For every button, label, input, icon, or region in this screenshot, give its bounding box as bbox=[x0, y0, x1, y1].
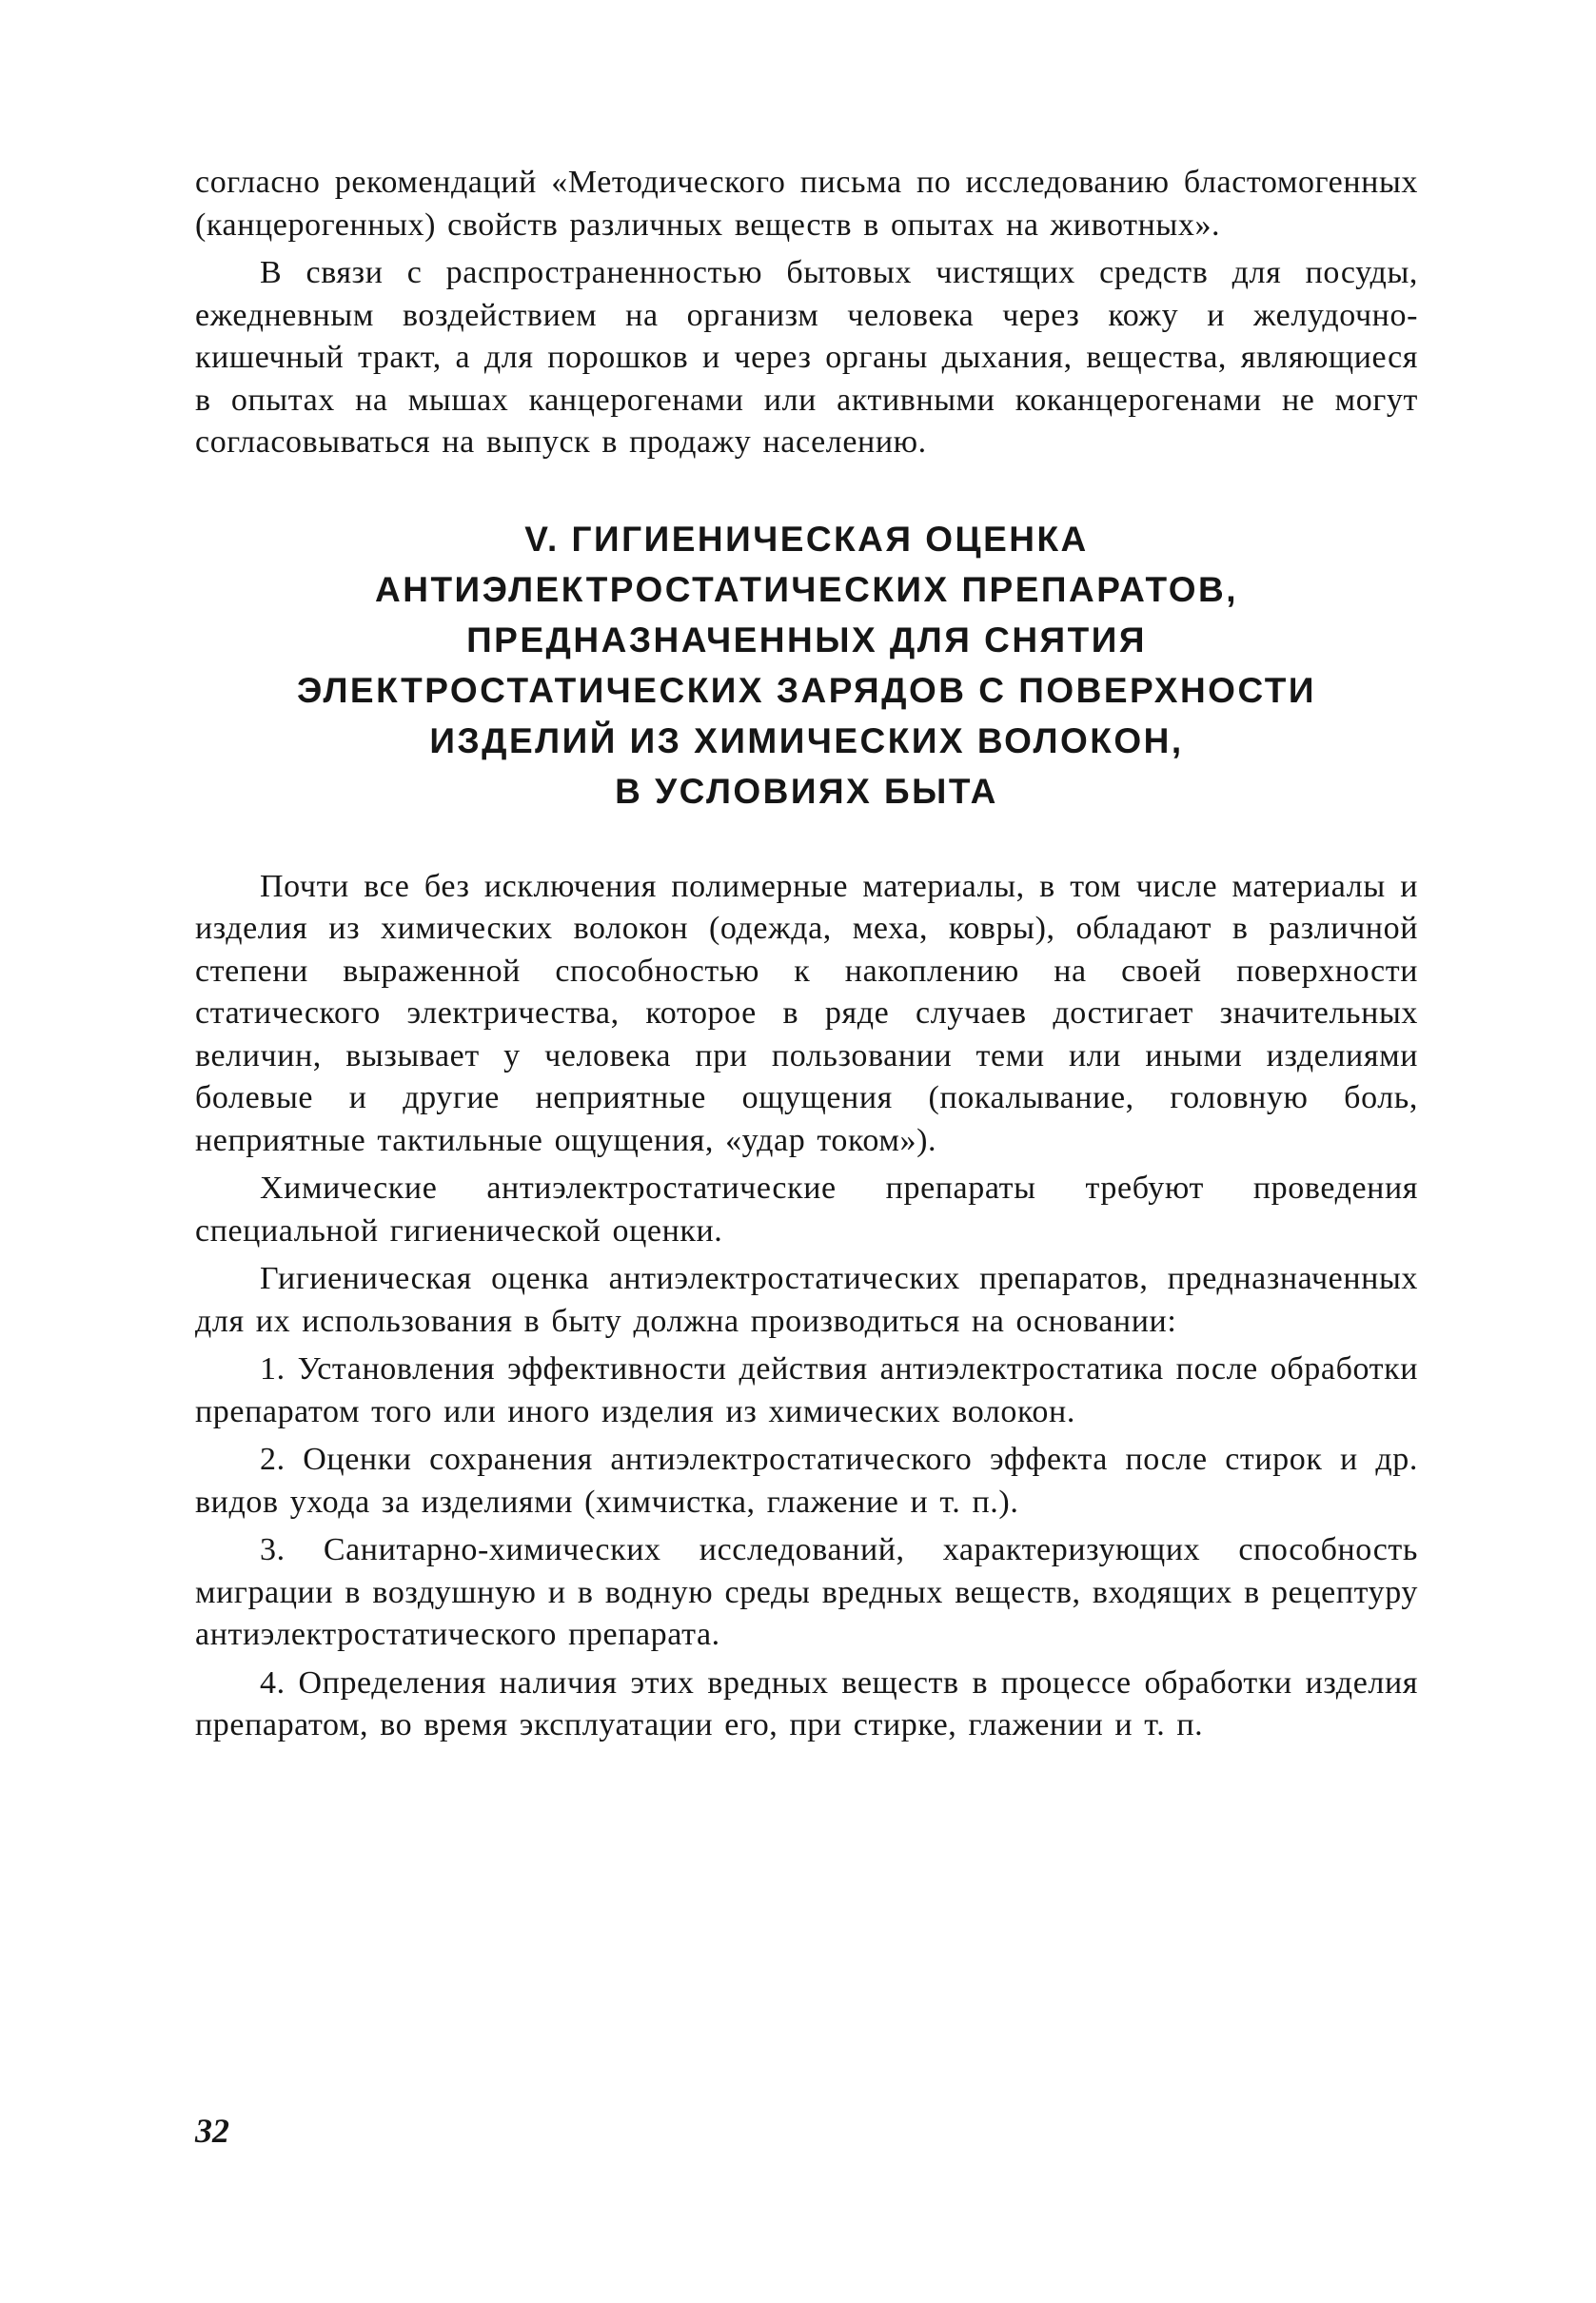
numbered-item: 1. Установления эффективности действия антиэлектростатика после обработки препаратом того или иного изделия из химических волокон. bbox=[195, 1351, 1418, 1429]
section-heading-line: V. ГИГИЕНИЧЕСКАЯ ОЦЕНКА bbox=[524, 519, 1089, 559]
section-heading-line: ИЗДЕЛИЙ ИЗ ХИМИЧЕСКИХ ВОЛОКОН, bbox=[429, 720, 1184, 760]
intro-paragraph-continued: согласно рекомендаций «Методического письма по исследованию бластомогенных (канцерогенных) свойств различных веществ в опытах на животных». bbox=[195, 165, 1418, 243]
numbered-item: 3. Санитарно-химических исследований, характеризующих способность миграции в воздушную и в водную среды вредных веществ, входящих в рецептуру антиэлектростатического препарата. bbox=[195, 1532, 1418, 1652]
numbered-item: 2. Оценки сохранения антиэлектростатического эффекта после стирок и др. видов ухода за изделиями (химчистка, глажение и т. п.). bbox=[195, 1442, 1418, 1520]
section-heading-line: В УСЛОВИЯХ БЫТА bbox=[615, 771, 998, 811]
page-number: 32 bbox=[195, 2112, 229, 2150]
numbered-item: 4. Определения наличия этих вредных веществ в процессе обработки изделия препаратом, во время эксплуатации его, при стирке, глажении и т. п. bbox=[195, 1664, 1418, 1742]
body-paragraph: Химические антиэлектростатические препараты требуют проведения специальной гигиенической оценки. bbox=[195, 1171, 1418, 1249]
body-paragraph: Гигиеническая оценка антиэлектростатических препаратов, предназначенных для их использования в быту должна производиться на основании: bbox=[195, 1261, 1418, 1339]
section-heading-line: ЭЛЕКТРОСТАТИЧЕСКИХ ЗАРЯДОВ С ПОВЕРХНОСТИ bbox=[297, 670, 1316, 710]
body-paragraph: Почти все без исключения полимерные материалы, в том числе материалы и изделия из химических волокон (одежда, меха, ковры), обладают в различной степени выраженной способностью к накоплению на своей поверхности статического электричества, которое в ряде случаев достигает значительных величин, вызывает у человека при пользовании теми или иными изделиями болевые и другие неприятные ощущения (покалывание, головную боль, неприятные тактильные ощущения, «удар током»). bbox=[195, 868, 1418, 1158]
intro-paragraph: В связи с распространенностью бытовых чистящих средств для посуды, ежедневным воздействием на организм человека через кожу и желудочно-кишечный тракт, а для порошков и через органы дыхания, вещества, являющиеся в опытах на мышах канцерогенами или активными коканцерогенами не могут согласовываться на выпуск в продажу населению. bbox=[195, 255, 1418, 460]
section-heading-line: АНТИЭЛЕКТРОСТАТИЧЕСКИХ ПРЕПАРАТОВ, bbox=[375, 569, 1238, 609]
page-body bbox=[195, 162, 1418, 1747]
section-heading-line: ПРЕДНАЗНАЧЕННЫХ ДЛЯ СНЯТИЯ bbox=[466, 620, 1147, 659]
section-heading bbox=[195, 514, 1418, 817]
